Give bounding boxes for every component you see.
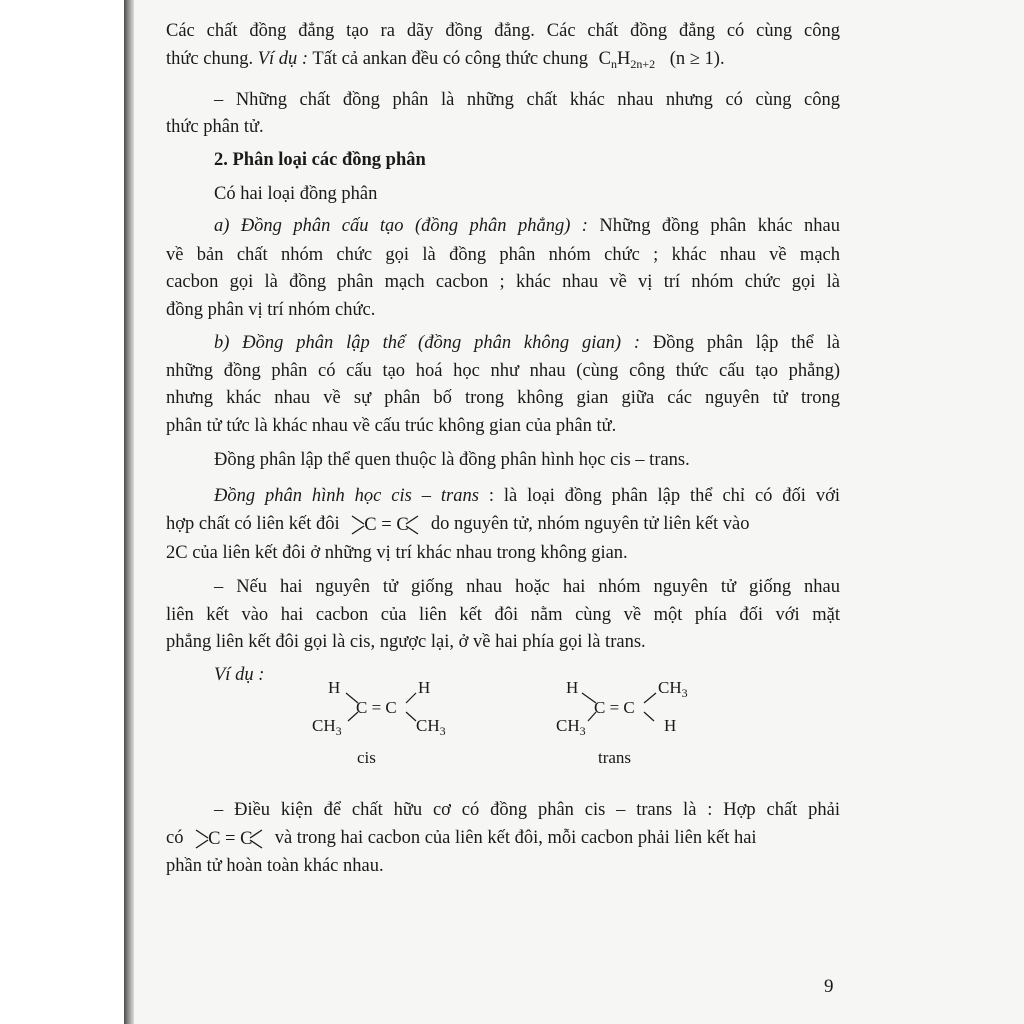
example-label: Ví dụ : [257, 49, 309, 69]
atom-label: H [664, 716, 677, 735]
text-line: hợp chất có liên kết đôi C = C do nguyên tử, nhóm nguyên tử liên kết vào [166, 514, 750, 535]
text-line: 2C của liên kết đôi ở những vị trí khác nhau trong không gian. [166, 543, 628, 563]
text-line: có C = C và trong hai cacbon của liên kết đôi, mỗi cacbon phải liên kết hai [166, 828, 757, 849]
text-line: về bản chất nhóm chức gọi là đồng phân nhóm chức ; khác nhau về mạch [166, 245, 840, 265]
text-line: phẳng liên kết đôi gọi là cis, ngược lại, ở về hai phía gọi là trans. [166, 632, 646, 652]
trans-structure [556, 676, 706, 746]
section-heading: 2. Phân loại các đồng phân [214, 150, 426, 170]
atom-label: H [566, 678, 579, 697]
page-number: 9 [824, 976, 834, 997]
text-line: đồng phân vị trí nhóm chức. [166, 300, 376, 320]
page-left-margin [0, 0, 124, 1024]
text-line: a) Đồng phân cấu tạo (đồng phân phẳng) : Những đồng phân khác nhau [214, 216, 841, 236]
binding-shadow [124, 0, 134, 1024]
double-bond-label: C = C [356, 698, 397, 717]
methyl-group: $CH_3$ [556, 716, 586, 738]
text-line: Các chất đồng đẳng tạo ra dãy đồng đẳng. Các chất đồng đẳng có cùng công [166, 21, 840, 41]
cis-caption: cis [357, 748, 376, 767]
text-line: những đồng phân có cấu tạo hoá học như nhau (cùng công thức cấu tạo phẳng) [166, 361, 840, 381]
general-formula: $C_nH_{2n+2}$ [598, 49, 656, 71]
text-line: Có hai loại đồng phân [214, 184, 378, 204]
text-line: phân tử tức là khác nhau về cấu trúc không gian của phân tử. [166, 416, 617, 436]
text-line: – Những chất đồng phân là những chất khác nhau nhưng có cùng công [214, 90, 840, 110]
trans-caption: trans [598, 748, 632, 767]
text-line: phần tử hoàn toàn khác nhau. [166, 856, 384, 876]
cis-structure [312, 676, 462, 746]
text-line: Đồng phân hình học cis – trans : là loại đồng phân lập thể chỉ có đối với [214, 486, 840, 506]
example-label: Ví dụ : [214, 665, 265, 685]
text-line: – Nếu hai nguyên tử giống nhau hoặc hai nhóm nguyên tử giống nhau [214, 577, 840, 597]
double-bond-formula: C = C [350, 513, 420, 537]
atom-label: H [328, 678, 341, 697]
text-line: – Điều kiện để chất hữu cơ có đồng phân cis – trans là : Hợp chất phải [214, 800, 840, 820]
methyl-group: $CH_3$ [658, 678, 688, 700]
double-bond-formula: C = C [194, 827, 264, 851]
text-line: thức chung. Ví dụ : Tất cả ankan đều có công thức chung $C_nH_{2n+2}$ (n ≥ 1). [166, 49, 725, 71]
text-line: b) Đồng phân lập thể (đồng phân không gian) : Đồng phân lập thể là [214, 333, 840, 353]
text-line: thức phân tử. [166, 117, 264, 137]
atom-label: H [418, 678, 431, 697]
text-line: liên kết vào hai cacbon của liên kết đôi nằm cùng về một phía đối với mặt [166, 605, 840, 625]
methyl-group: $CH_3$ [312, 716, 342, 738]
text-line: cacbon gọi là đồng phân mạch cacbon ; khác nhau về vị trí nhóm chức gọi là [166, 272, 840, 292]
text-line: nhưng khác nhau về sự phân bố trong không gian giữa các nguyên tử trong [166, 388, 840, 408]
text-line: Đồng phân lập thể quen thuộc là đồng phân hình học cis – trans. [214, 450, 690, 470]
methyl-group: $CH_3$ [416, 716, 446, 738]
double-bond-label: C = C [594, 698, 635, 717]
